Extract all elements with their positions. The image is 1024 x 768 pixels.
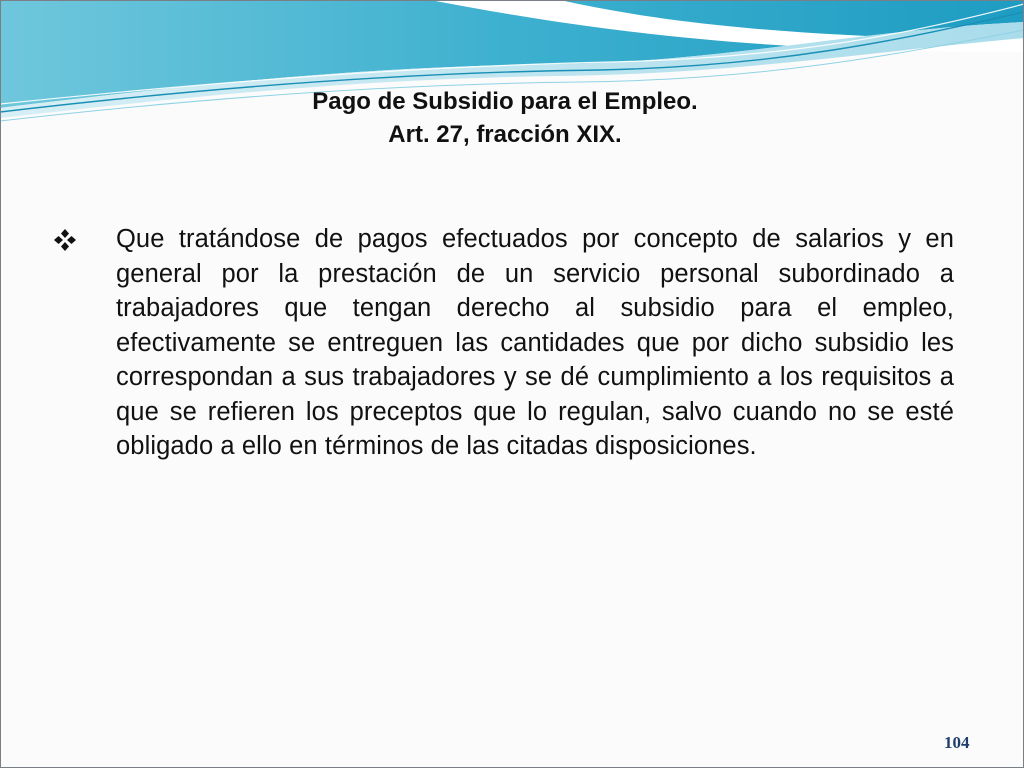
diamond-quad-bullet-icon — [52, 227, 78, 253]
slide-title-line-1: Pago de Subsidio para el Empleo. — [312, 88, 698, 115]
slide-title-line-2: Art. 27, fracción XIX. — [388, 121, 622, 148]
bullet-body-text: Que tratándose de pagos efectuados por concepto de salarios y en general por la prestación de un servicio personal subordinado a trabajadores que tengan derecho al subsidio para el empleo, efectivamente se entreguen las cantidades que por dicho subsidio les correspondan a sus trabajadores y se dé cumplimiento a los requisitos a que se refieren los preceptos que lo regulan, salvo cuando no se esté obligado a ello en términos de las citadas disposiciones. — [116, 225, 954, 460]
page-number: 104 — [944, 733, 970, 752]
